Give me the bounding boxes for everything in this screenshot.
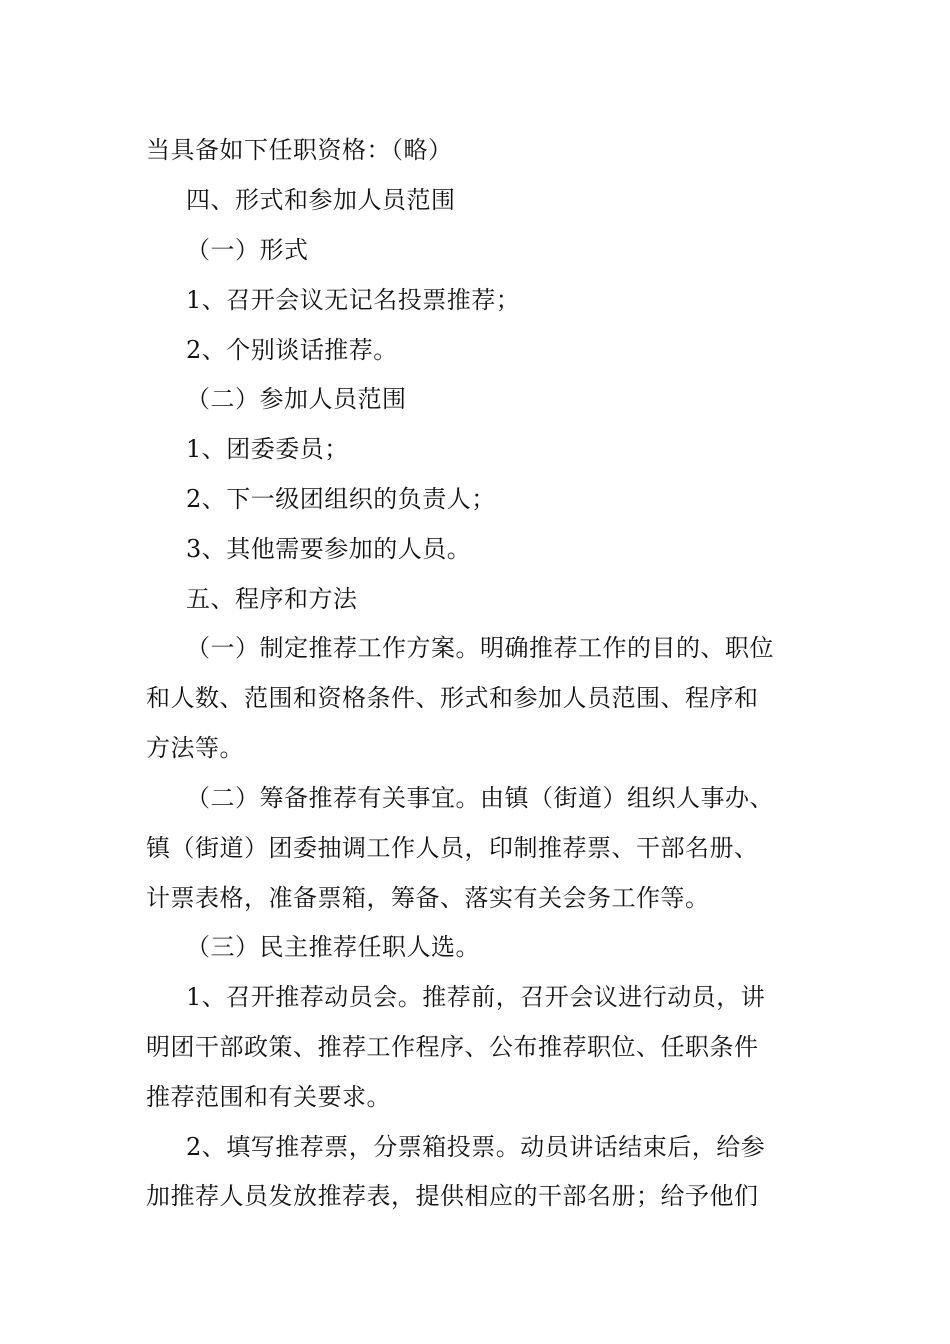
paragraph-line: 计票表格，准备票箱，筹备、落实有关会务工作等。 xyxy=(146,884,710,912)
paragraph-line: 和人数、范围和资格条件、形式和参加人员范围、程序和 xyxy=(146,684,759,712)
paragraph-line: （一）制定推荐工作方案。明确推荐工作的目的、职位 xyxy=(186,634,774,662)
paragraph-line: 1、召开推荐动员会。推荐前，召开会议进行动员，讲 xyxy=(186,983,766,1011)
subsection-heading: （三）民主推荐任职人选。 xyxy=(186,933,480,961)
paragraph-line: 加推荐人员发放推荐表，提供相应的干部名册；给予他们 xyxy=(146,1182,759,1210)
subsection-heading: （一）形式 xyxy=(186,236,309,264)
paragraph-line: 方法等。 xyxy=(146,734,244,762)
paragraph-line: 推荐范围和有关要求。 xyxy=(146,1083,391,1111)
paragraph-line: 镇（街道）团委抽调工作人员，印制推荐票、干部名册、 xyxy=(146,834,759,862)
text-line: 2、个别谈话推荐。 xyxy=(186,336,398,364)
section-heading: 四、形式和参加人员范围 xyxy=(186,186,456,214)
paragraph-line: 2、填写推荐票，分票箱投票。动员讲话结束后，给参 xyxy=(186,1133,766,1161)
subsection-heading: （二）参加人员范围 xyxy=(186,385,407,413)
text-line: 1、召开会议无记名投票推荐； xyxy=(186,286,521,314)
paragraph-line: （二）筹备推荐有关事宜。由镇（街道）组织人事办、 xyxy=(186,784,774,812)
text-line: 3、其他需要参加的人员。 xyxy=(186,535,472,563)
paragraph-line: 明团干部政策、推荐工作程序、公布推荐职位、任职条件 xyxy=(146,1033,759,1061)
text-line: 2、下一级团组织的负责人； xyxy=(186,485,496,513)
section-heading: 五、程序和方法 xyxy=(186,585,358,613)
text-line: 当具备如下任职资格：（略） xyxy=(146,136,453,164)
text-line: 1、团委委员； xyxy=(186,435,349,463)
